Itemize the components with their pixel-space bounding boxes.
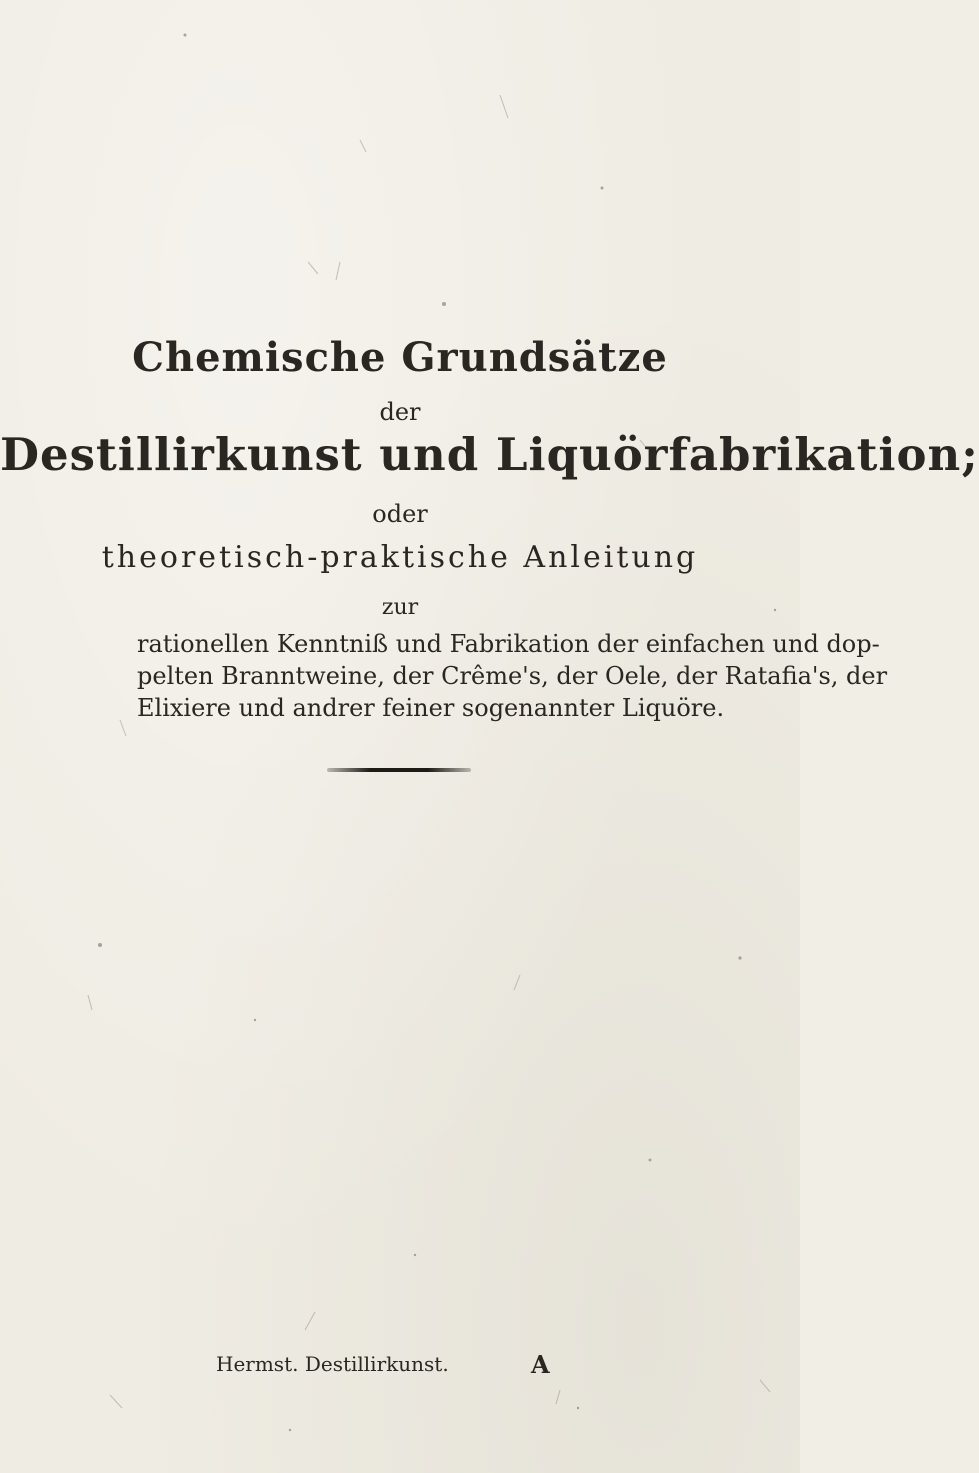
title-connector-der: der	[379, 398, 421, 426]
signature-line: Hermst. Destillirkunst.	[216, 1352, 449, 1376]
description-line: pelten Branntweine, der Crême's, der Oele, der Ratafia's, der	[137, 662, 888, 690]
title-description	[137, 628, 888, 724]
title-connector-oder: oder	[372, 500, 428, 528]
book-title: Chemische Grundsätze	[132, 334, 668, 381]
decorative-rule	[327, 768, 471, 772]
book-subtitle: Destillirkunst und Liquörfabrikation;	[0, 428, 979, 481]
signature-mark: A	[531, 1350, 550, 1379]
description-line: rationellen Kenntniß und Fabrikation der einfachen und dop-	[137, 630, 880, 658]
alternate-title: theoretisch-praktische Anleitung	[101, 540, 699, 575]
description-line: Elixiere und andrer feiner sogenannter Liquöre.	[137, 694, 725, 722]
title-connector-zur: zur	[381, 595, 419, 620]
